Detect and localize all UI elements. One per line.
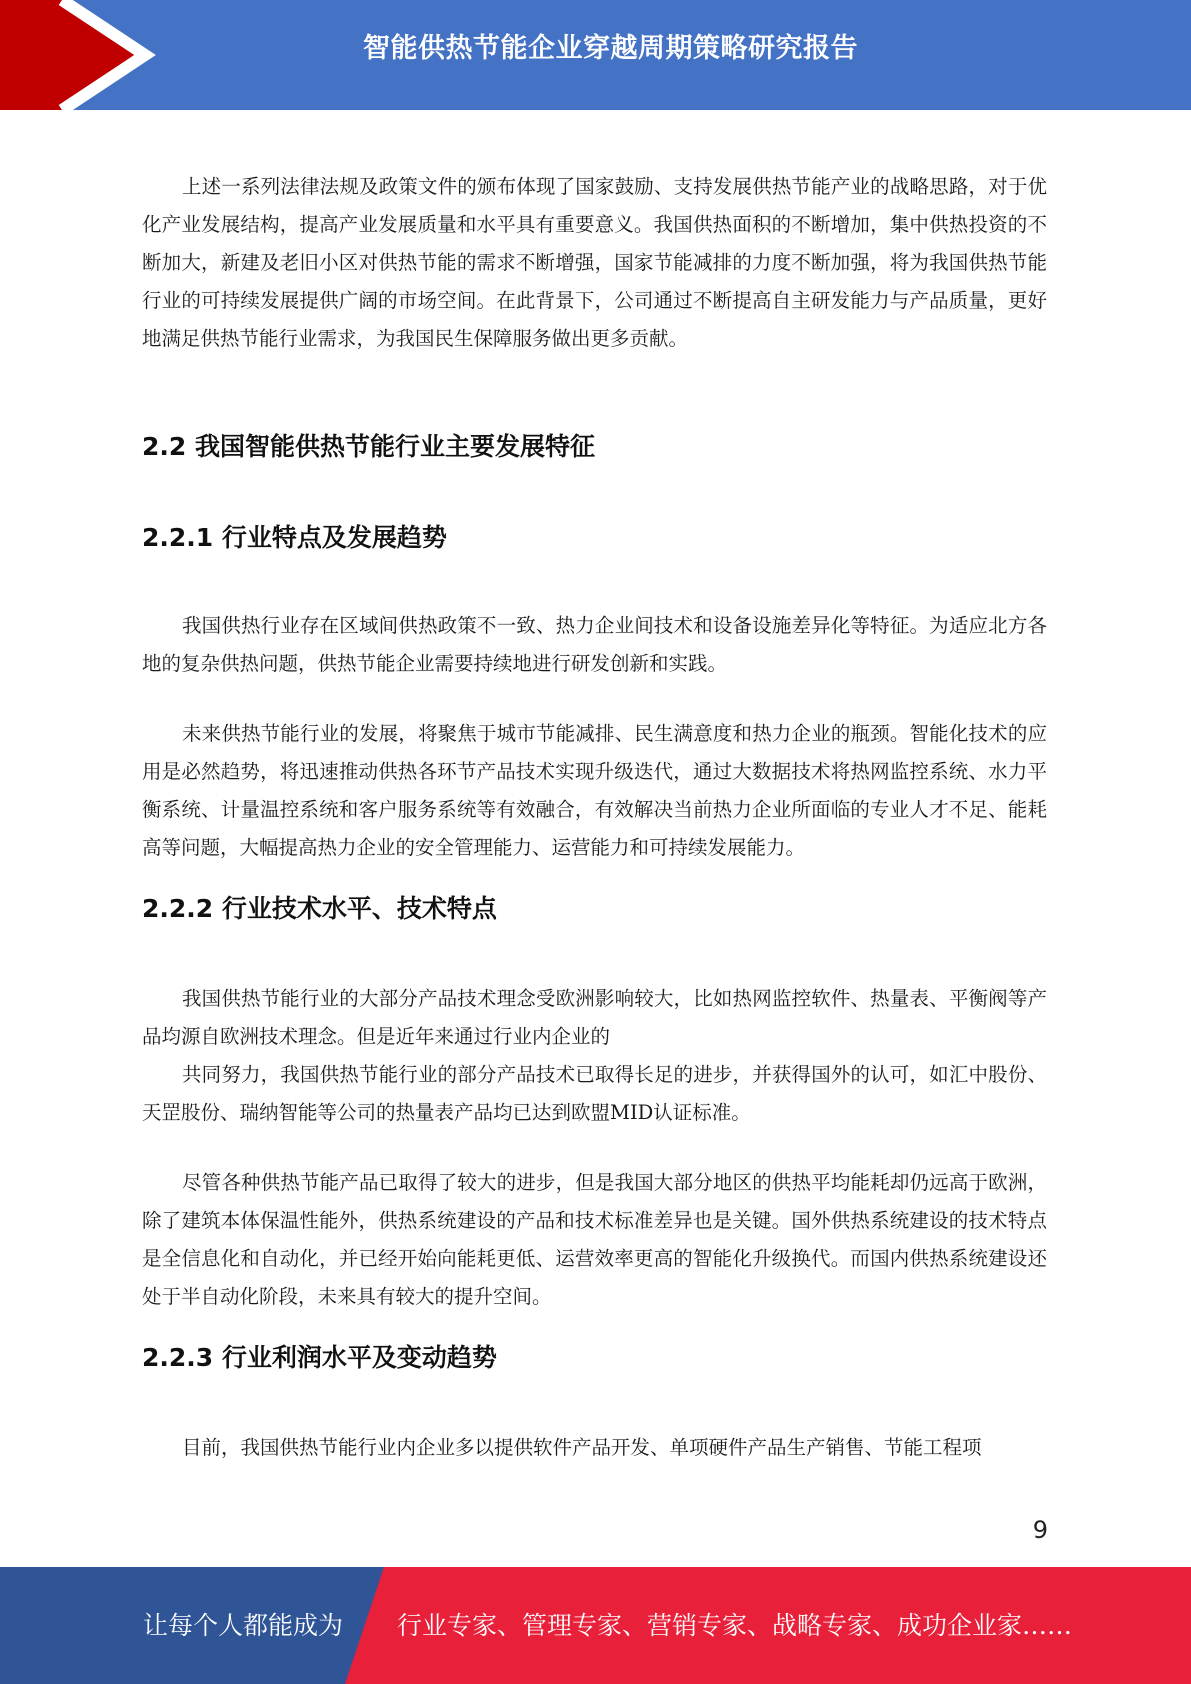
paragraph: 共同努力，我国供热节能行业的部分产品技术已取得长足的进步，并获得国外的认可，如汇中股份、天罡股份、瑞纳智能等公司的热量表产品均已达到欧盟MID认证标准。 (142, 1063, 1047, 1124)
page-header (0, 0, 1191, 110)
paragraph: 我国供热节能行业的大部分产品技术理念受欧洲影响较大，比如热网监控软件、热量表、平衡阀等产品均源自欧洲技术理念。但是近年来通过行业内企业的 (142, 987, 1047, 1048)
report-body (142, 168, 1047, 1467)
footer-slogan-right: 行业专家、管理专家、营销专家、战略专家、成功企业家…… (397, 1611, 1073, 1640)
footer-slogan-left: 让每个人都能成为 (143, 1611, 344, 1640)
paragraph: 尽管各种供热节能产品已取得了较大的进步，但是我国大部分地区的供热平均能耗却仍远高于欧洲，除了建筑本体保温性能外，供热系统建设的产品和技术标准差异也是关键。国外供热系统建设的技术特点是全信息化和自动化，并已经开始向能耗更低、运营效率更高的智能化升级换代。而国内供热系统建设还处于半自动化阶段，未来具有较大的提升空间。 (142, 1171, 1047, 1308)
paragraph: 我国供热行业存在区域间供热政策不一致、热力企业间技术和设备设施差异化等特征。为适应北方各地的复杂供热问题，供热节能企业需要持续地进行研发创新和实践。 (142, 614, 1047, 675)
paragraph: 目前，我国供热节能行业内企业多以提供软件产品开发、单项硬件产品生产销售、节能工程项 (182, 1436, 982, 1459)
section-heading-2-2-2: 2.2.2 行业技术水平、技术特点 (142, 894, 497, 923)
page-footer (0, 1567, 1191, 1684)
page-number: 9 (1032, 1516, 1048, 1544)
header-title: 智能供热节能企业穿越周期策略研究报告 (363, 33, 858, 64)
section-heading-2-2-1: 2.2.1 行业特点及发展趋势 (142, 523, 447, 552)
section-heading-2-2-3: 2.2.3 行业利润水平及变动趋势 (142, 1343, 497, 1372)
paragraph: 上述一系列法律法规及政策文件的颁布体现了国家鼓励、支持发展供热节能产业的战略思路，对于优化产业发展结构，提高产业发展质量和水平具有重要意义。我国供热面积的不断增加，集中供热投资的不断加大，新建及老旧小区对供热节能的需求不断增强，国家节能减排的力度不断加强，将为我国供热节能行业的可持续发展提供广阔的市场空间。在此背景下，公司通过不断提高自主研发能力与产品质量，更好地满足供热节能行业需求，为我国民生保障服务做出更多贡献。 (142, 175, 1047, 350)
section-heading-2-2: 2.2 我国智能供热节能行业主要发展特征 (142, 432, 595, 461)
paragraph: 未来供热节能行业的发展，将聚焦于城市节能减排、民生满意度和热力企业的瓶颈。智能化技术的应用是必然趋势，将迅速推动供热各环节产品技术实现升级迭代，通过大数据技术将热网监控系统、水力平衡系统、计量温控系统和客户服务系统等有效融合，有效解决当前热力企业所面临的专业人才不足、能耗高等问题，大幅提高热力企业的安全管理能力、运营能力和可持续发展能力。 (142, 722, 1047, 859)
